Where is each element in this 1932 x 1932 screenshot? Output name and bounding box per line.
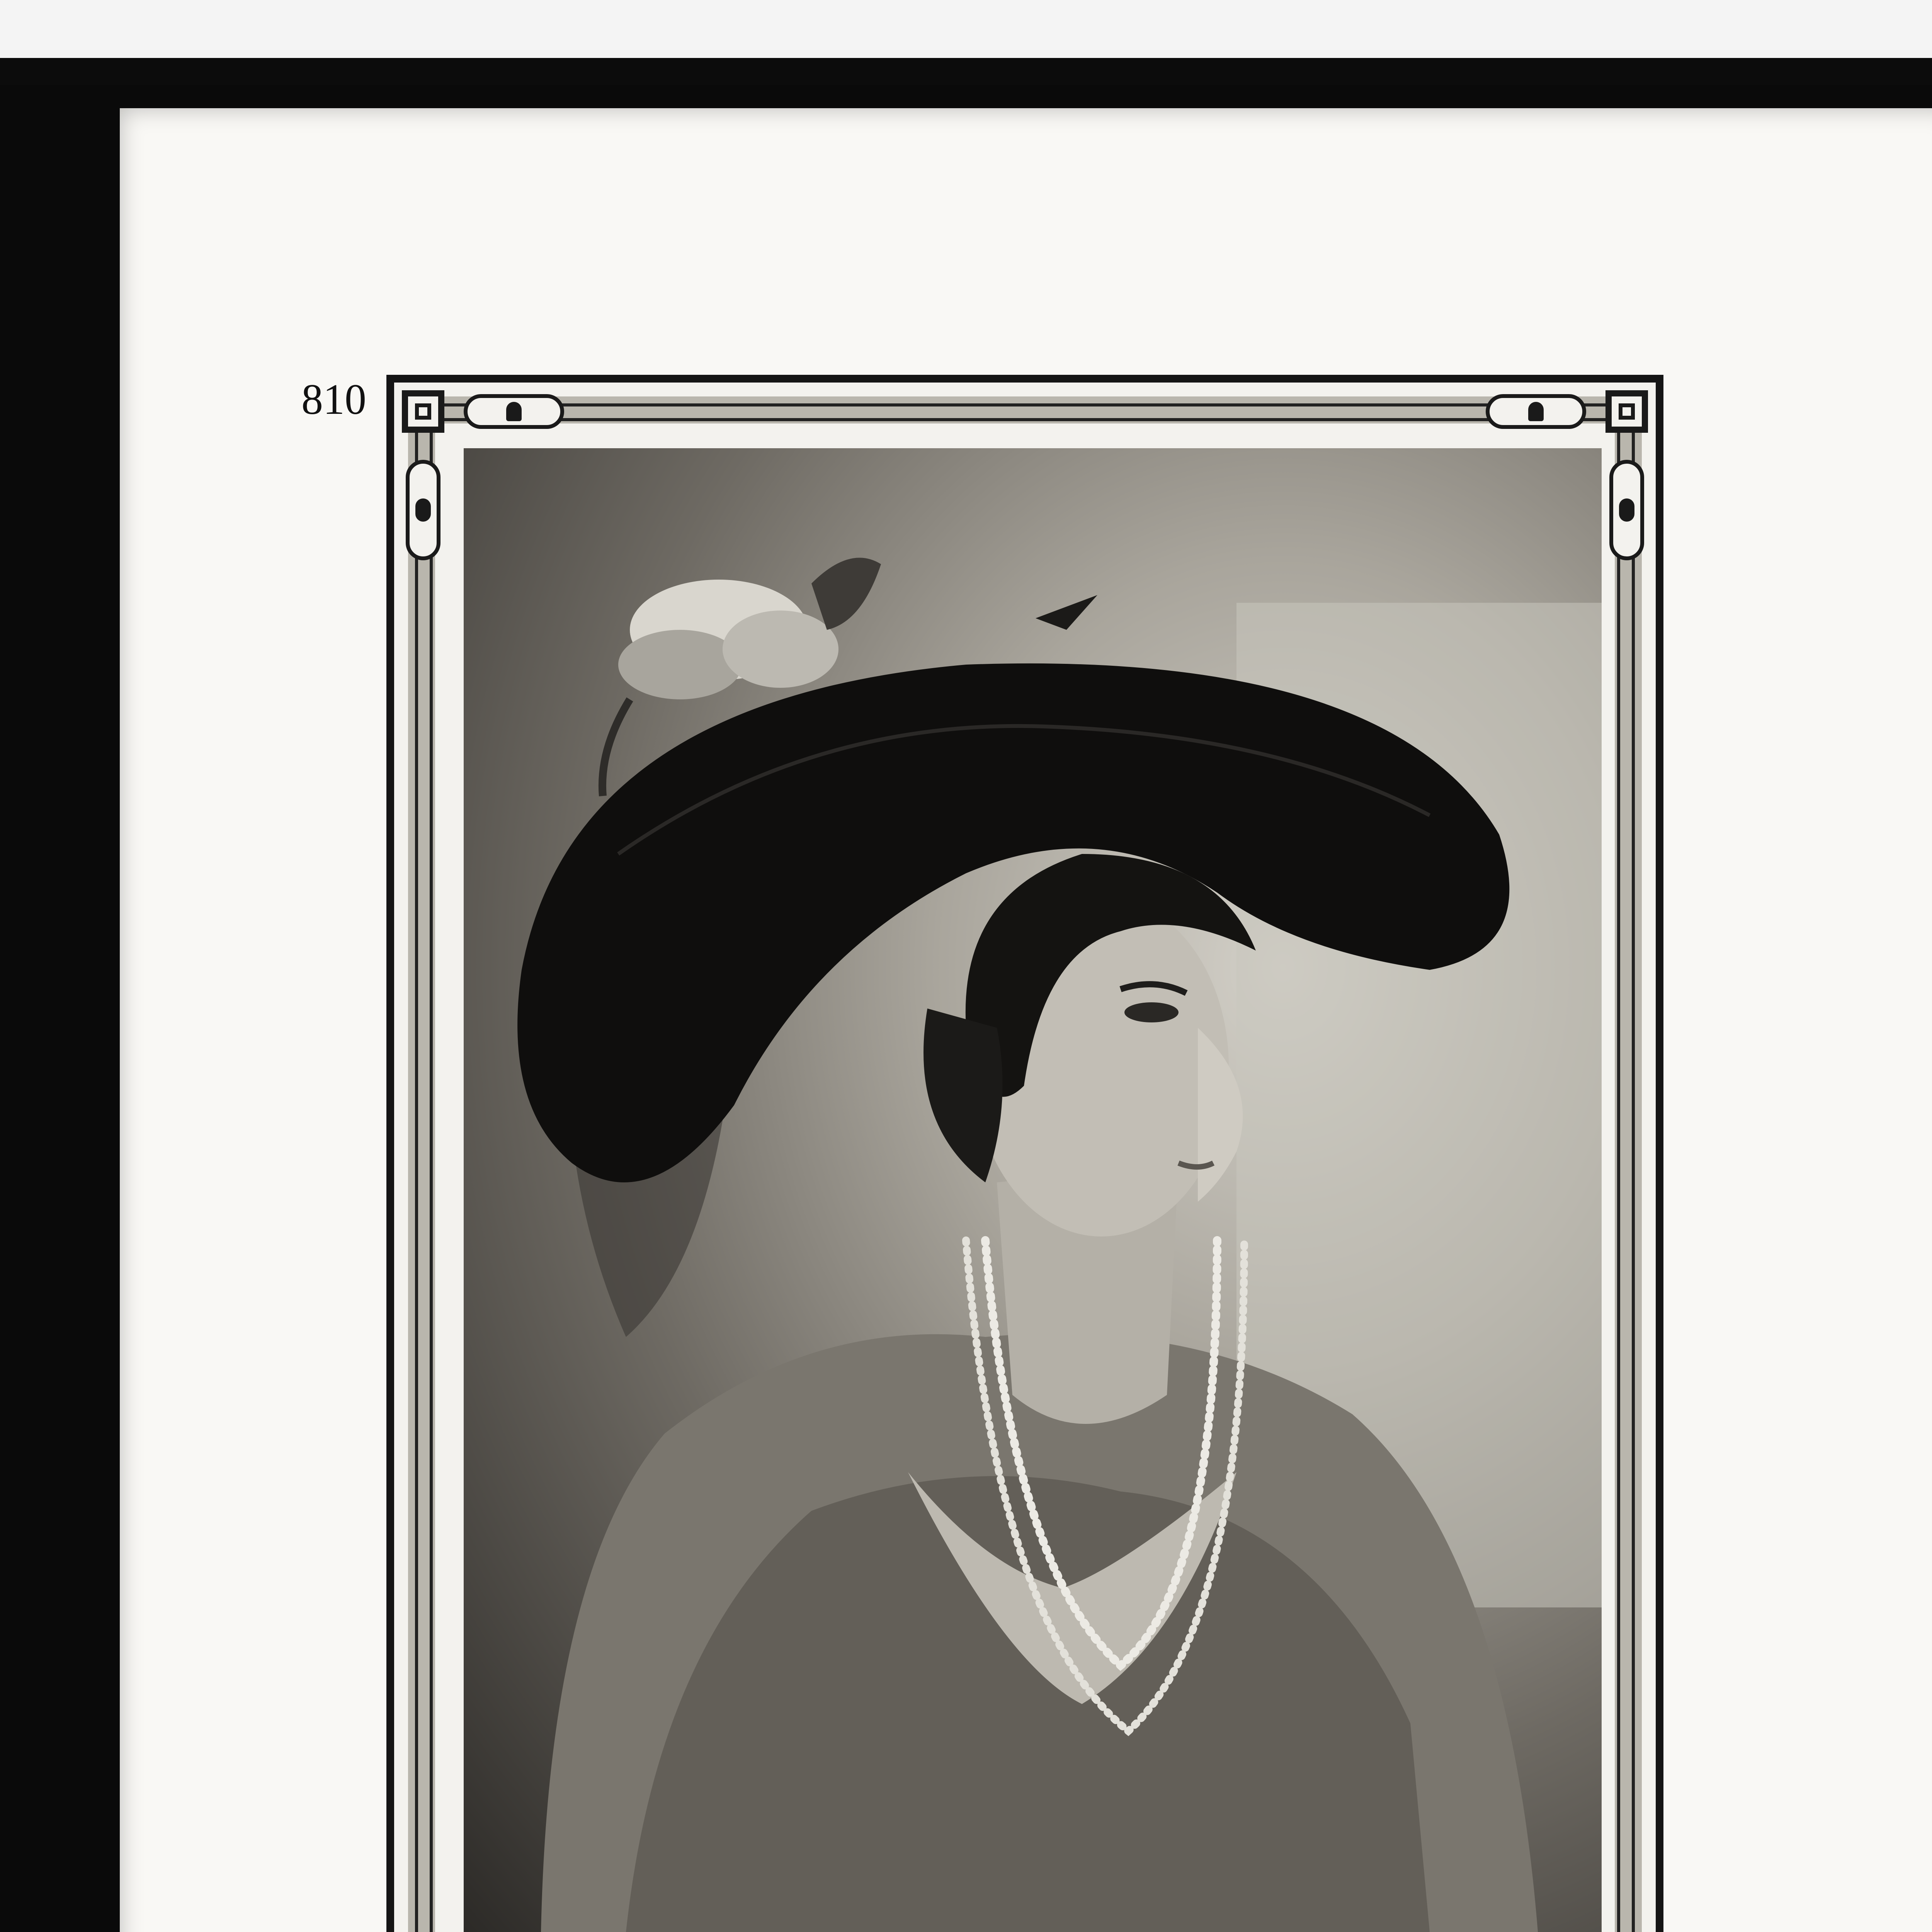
frame-scroll-ornament	[406, 460, 440, 560]
page-number: 810	[301, 376, 366, 423]
frame-scroll-ornament	[1486, 394, 1586, 429]
ornamental-photo-frame	[386, 375, 1663, 1932]
frame-corner-ornament	[1605, 390, 1648, 433]
frame-corner-ornament	[402, 390, 444, 433]
portrait-photograph	[464, 448, 1602, 1932]
frame-scroll-ornament	[1609, 460, 1644, 560]
adjacent-page-edge-top	[0, 0, 1932, 58]
portrait-drawing	[464, 448, 1602, 1932]
magazine-page	[120, 108, 1932, 1932]
frame-scroll-ornament	[464, 394, 564, 429]
